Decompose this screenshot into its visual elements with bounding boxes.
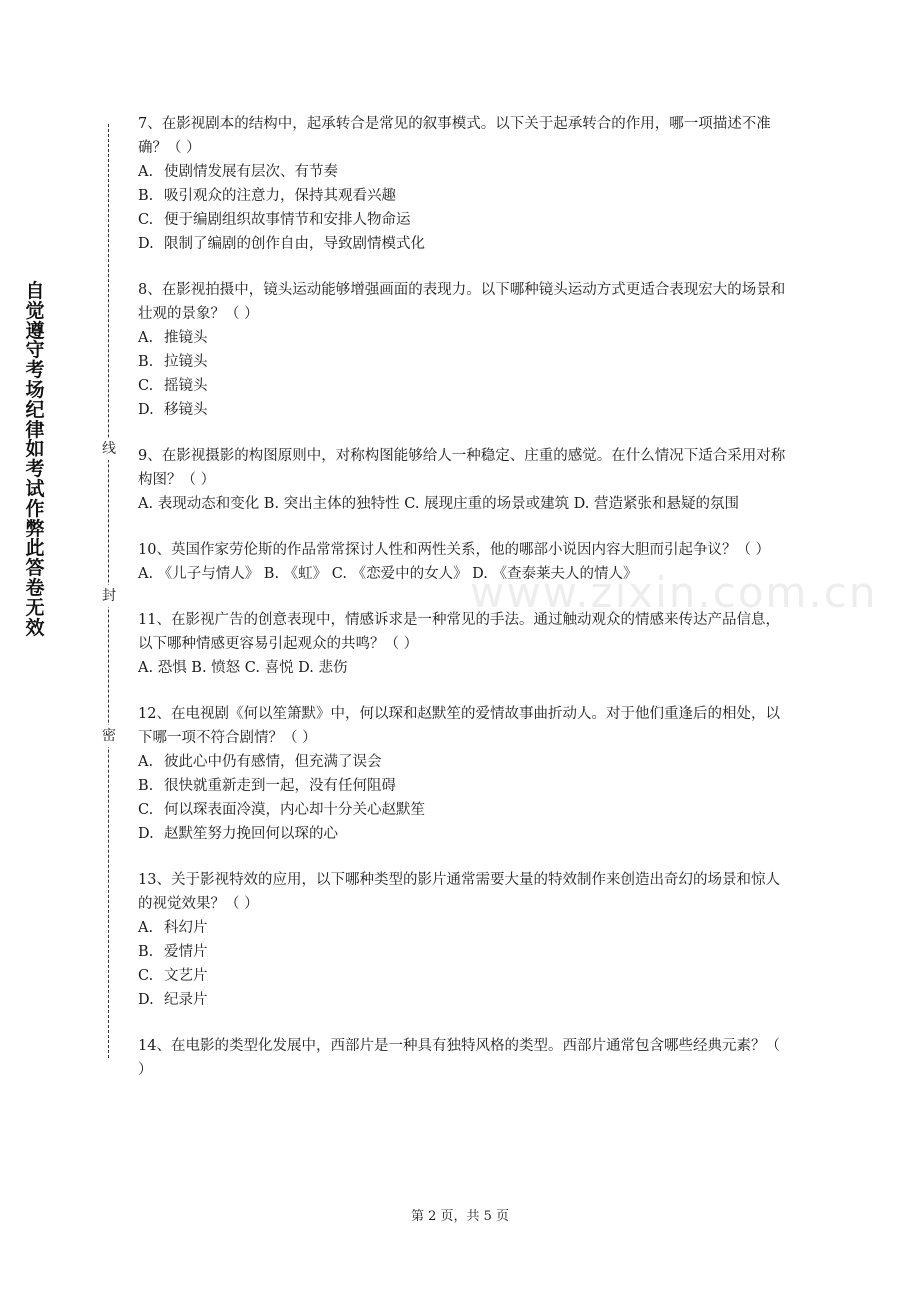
option-a: A. 彼此心中仍有感情，但充满了误会 — [138, 754, 382, 770]
option-d: D. 限制了编剧的创作自由，导致剧情模式化 — [138, 236, 425, 252]
question-stem: 13、关于影视特效的应用，以下哪种类型的影片通常需要大量的特效制作来创造出奇幻的场景和惊人的视觉效果？（ ） — [138, 872, 780, 912]
question-stem: 8、在影视拍摄中，镜头运动能够增强画面的表现力。以下哪种镜头运动方式更适合表现宏大的场景和壮观的景象？（ ） — [138, 282, 786, 322]
inline-options: A. 《儿子与情人》 B. 《虹》 C. 《恋爱中的女人》 D. 《查泰莱夫人的情人》 — [138, 566, 638, 582]
option-c: C. 文艺片 — [138, 968, 208, 984]
question-stem: 9、在影视摄影的构图原则中，对称构图能够给人一种稳定、庄重的感觉。在什么情况下适合采用对称构图？（ ） — [138, 448, 786, 488]
question-11 — [138, 608, 786, 680]
option-b: B. 爱情片 — [138, 944, 208, 960]
inline-options: A. 表现动态和变化 B. 突出主体的独特性 C. 展现庄重的场景或建筑 D. 营造紧张和悬疑的氛围 — [138, 496, 740, 512]
option-b: B. 很快就重新走到一起，没有任何阻碍 — [138, 778, 396, 794]
exam-discipline-notice: 自觉遵守考场纪律如考试作弊此答卷无效 — [25, 280, 45, 639]
question-stem: 14、在电影的类型化发展中，西部片是一种具有独特风格的类型。西部片通常包含哪些经典元素？（ ） — [138, 1038, 780, 1078]
option-a: A. 推镜头 — [138, 330, 208, 346]
question-stem: 12、在电视剧《何以笙箫默》中，何以琛和赵默笙的爱情故事曲折动人。对于他们重逢后的相处，以下哪一项不符合剧情？（ ） — [138, 706, 780, 746]
question-stem: 7、在影视剧本的结构中，起承转合是常见的叙事模式。以下关于起承转合的作用，哪一项描述不准确？（ ） — [138, 116, 771, 156]
question-13 — [138, 868, 786, 1012]
option-c: C. 何以琛表面冷漠，内心却十分关心赵默笙 — [138, 802, 425, 818]
binding-label-line: 线 — [101, 438, 117, 460]
option-d: D. 移镜头 — [138, 402, 208, 418]
binding-label-secret: 密 — [101, 725, 117, 747]
option-b: B. 吸引观众的注意力，保持其观看兴趣 — [138, 188, 396, 204]
question-stem: 10、英国作家劳伦斯的作品常常探讨人性和两性关系，他的哪部小说因内容大胆而引起争议？（ ） — [138, 542, 771, 558]
option-c: C. 摇镜头 — [138, 378, 208, 394]
option-a: A. 使剧情发展有层次、有节奏 — [138, 164, 338, 180]
option-a: A. 科幻片 — [138, 920, 208, 936]
question-10 — [138, 538, 786, 586]
question-12 — [138, 702, 786, 846]
option-c: C. 便于编剧组织故事情节和安排人物命运 — [138, 212, 411, 228]
option-b: B. 拉镜头 — [138, 354, 208, 370]
question-9 — [138, 444, 786, 516]
question-14 — [138, 1034, 786, 1082]
question-8 — [138, 278, 786, 422]
question-stem: 11、在影视广告的创意表现中，情感诉求是一种常见的手法。通过触动观众的情感来传达产品信息，以下哪种情感更容易引起观众的共鸣？（ ） — [138, 612, 780, 652]
question-7 — [138, 112, 786, 256]
inline-options: A. 恐惧 B. 愤怒 C. 喜悦 D. 悲伤 — [138, 660, 348, 676]
watermark: www.zixin.com.cn — [470, 568, 878, 617]
option-d: D. 纪录片 — [138, 992, 208, 1008]
option-d: D. 赵默笙努力挽回何以琛的心 — [138, 826, 338, 842]
question-list — [138, 112, 786, 1104]
binding-label-seal: 封 — [101, 585, 117, 607]
page-footer: 第 2 页，共 5 页 — [410, 1209, 510, 1224]
